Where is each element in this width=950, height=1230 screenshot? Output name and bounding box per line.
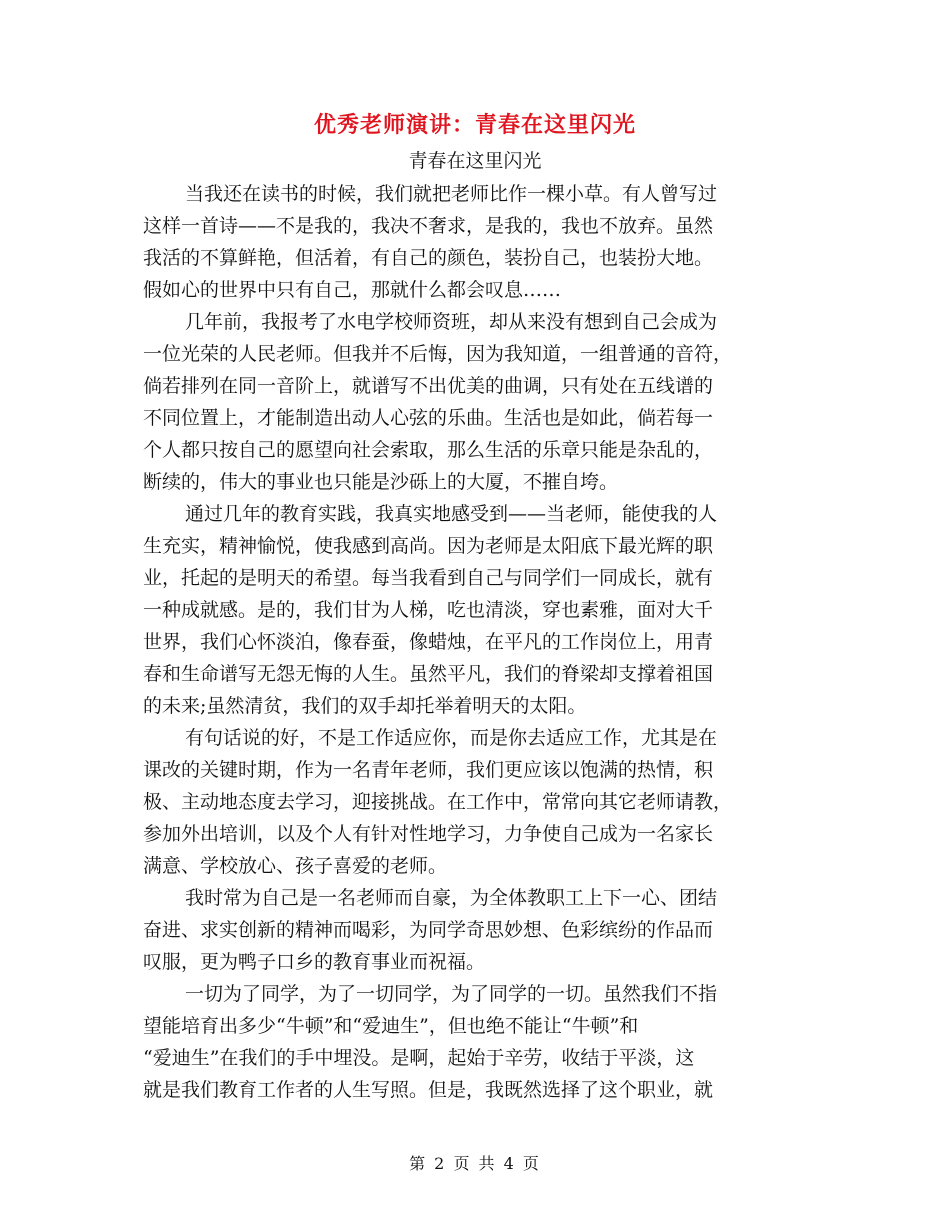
paragraph-line: 不同位置上，才能制造出动人心弦的乐曲。生活也是如此，倘若每一 bbox=[143, 407, 714, 429]
page-footer: 第 2 页 共 4 页 bbox=[409, 1154, 541, 1173]
paragraph-line: 这样一首诗——不是我的，我决不奢求，是我的，我也不放弃。虽然 bbox=[143, 215, 714, 237]
paragraph-line: 假如心的世界中只有自己，那就什么都会叹息…… bbox=[143, 279, 562, 301]
paragraph-line: 个人都只按自己的愿望向社会索取，那么生活的乐章只能是杂乱的， bbox=[143, 439, 714, 461]
paragraph-line: 课改的关键时期，作为一名青年老师，我们更应该以饱满的热情，积 bbox=[143, 759, 714, 781]
paragraph-line: 一位光荣的人民老师。但我并不后悔，因为我知道，一组普通的音符， bbox=[143, 343, 733, 365]
paragraph-line: 有句话说的好，不是工作适应你，而是你去适应工作，尤其是在 bbox=[185, 727, 718, 749]
paragraph-line: 参加外出培训，以及个人有针对性地学习，力争使自己成为一名家长 bbox=[143, 823, 714, 845]
paragraph-line: 当我还在读书的时候，我们就把老师比作一棵小草。有人曾写过 bbox=[185, 183, 718, 205]
paragraph-line: 业，托起的是明天的希望。每当我看到自己与同学们一同成长，就有 bbox=[143, 567, 714, 589]
paragraph-line: 的未来;虽然清贫，我们的双手却托举着明天的太阳。 bbox=[143, 695, 587, 717]
paragraph-line: 生充实，精神愉悦，使我感到高尚。因为老师是太阳底下最光辉的职 bbox=[143, 535, 714, 557]
paragraph-line: 就是我们教育工作者的人生写照。但是，我既然选择了这个职业，就 bbox=[143, 1079, 714, 1101]
paragraph-line: 奋进、求实创新的精神而喝彩，为同学奇思妙想、色彩缤纷的作品而 bbox=[143, 919, 714, 941]
paragraph-line: 极、主动地态度去学习，迎接挑战。在工作中，常常向其它老师请教， bbox=[143, 791, 733, 813]
paragraph-line: 世界，我们心怀淡泊，像春蚕，像蜡烛，在平凡的工作岗位上，用青 bbox=[143, 631, 714, 653]
paragraph-line: 几年前，我报考了水电学校师资班，却从来没有想到自己会成为 bbox=[185, 311, 718, 333]
paragraph-line: 叹服，更为鸭子口乡的教育事业而祝福。 bbox=[143, 951, 486, 973]
paragraph-line: 春和生命谱写无怨无悔的人生。虽然平凡，我们的脊梁却支撑着祖国 bbox=[143, 663, 714, 685]
document-title: 优秀老师演讲：青春在这里闪光 bbox=[313, 112, 636, 138]
document-body bbox=[143, 178, 795, 1106]
paragraph-line: 一种成就感。是的，我们甘为人梯，吃也清淡，穿也素雅，面对大千 bbox=[143, 599, 714, 621]
paragraph-line: 满意、学校放心、孩子喜爱的老师。 bbox=[143, 855, 448, 877]
paragraph-line: 倘若排列在同一音阶上，就谱写不出优美的曲调，只有处在五线谱的 bbox=[143, 375, 714, 397]
paragraph-line: 断续的，伟大的事业也只能是沙砾上的大厦，不摧自垮。 bbox=[143, 471, 619, 493]
paragraph-line: 通过几年的教育实践，我真实地感受到——当老师，能使我的人 bbox=[185, 503, 718, 525]
paragraph-line: 我时常为自己是一名老师而自豪，为全体教职工上下一心、团结 bbox=[185, 887, 718, 909]
paragraph-line: “爱迪生”在我们的手中埋没。是啊，起始于辛劳，收结于平淡，这 bbox=[143, 1047, 695, 1069]
paragraph-line: 我活的不算鲜艳，但活着，有自己的颜色，装扮自己，也装扮大地。 bbox=[143, 247, 714, 269]
document-subtitle: 青春在这里闪光 bbox=[408, 150, 542, 172]
paragraph-line: 望能培育出多少“牛顿”和“爱迪生”，但也绝不能让“牛顿”和 bbox=[143, 1015, 639, 1037]
paragraph-line: 一切为了同学，为了一切同学，为了同学的一切。虽然我们不指 bbox=[185, 983, 718, 1005]
